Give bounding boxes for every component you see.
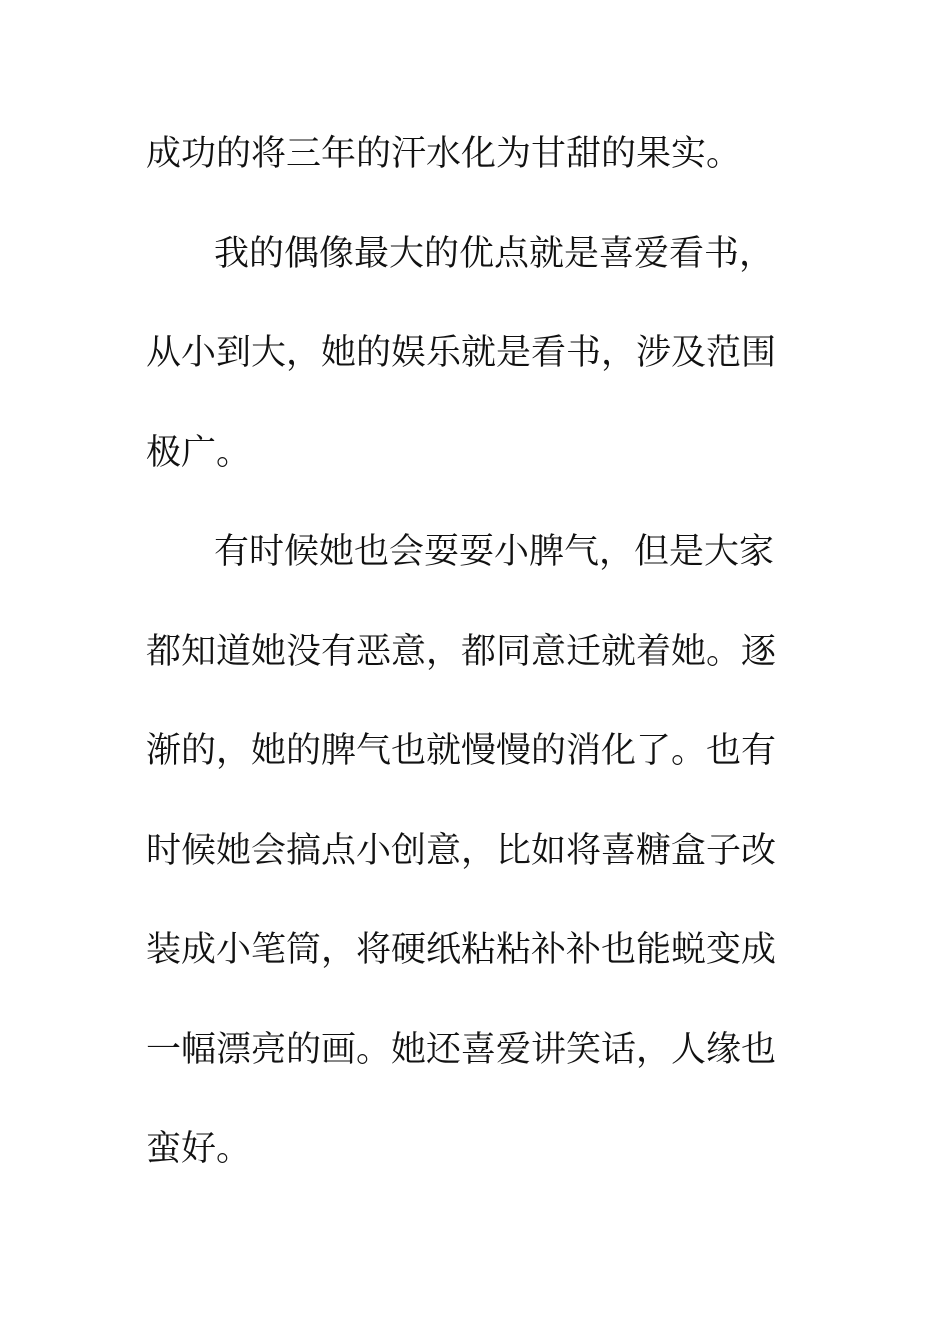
text-line: 装成小笔筒，将硬纸粘粘补补也能蜕变成 [146,930,777,970]
text-line: 蛮好。 [146,1129,252,1169]
text-line: 都知道她没有恶意，都同意迁就着她。逐 [146,632,777,672]
paragraph-first-line: 我的偶像最大的优点就是喜爱看书， [214,234,775,274]
text-line: 渐的，她的脾气也就慢慢的消化了。也有 [146,731,777,771]
paragraph-first-line: 有时候她也会耍耍小脾气，但是大家 [214,532,775,572]
text-line: 极广。 [146,433,252,473]
text-line: 成功的将三年的汗水化为甘甜的果实。 [146,134,742,174]
text-line: 时候她会搞点小创意，比如将喜糖盒子改 [146,831,777,871]
text-line: 从小到大，她的娱乐就是看书，涉及范围 [146,333,777,373]
text-line: 一幅漂亮的画。她还喜爱讲笑话，人缘也 [146,1030,777,1070]
